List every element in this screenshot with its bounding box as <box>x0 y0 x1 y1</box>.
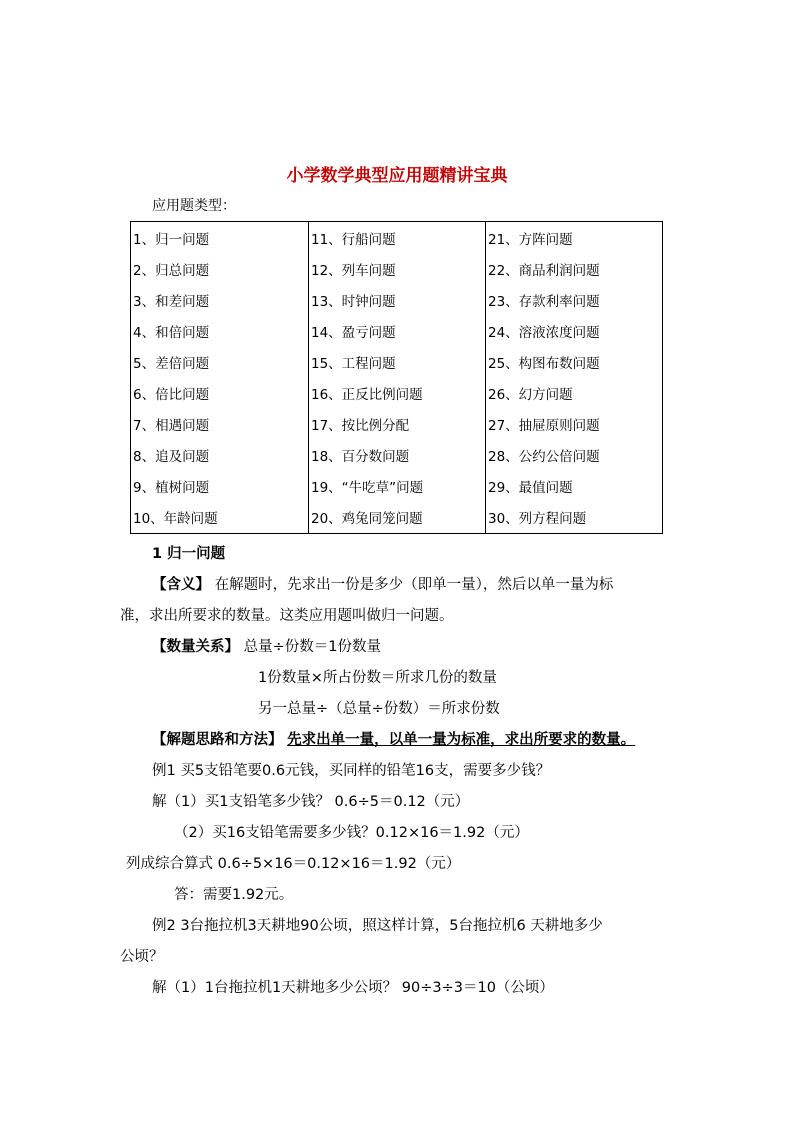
table-cell: 29、最值问题 <box>486 471 663 502</box>
meaning-paragraph <box>152 573 613 594</box>
table-row <box>131 284 663 315</box>
table-cell: 9、植树问题 <box>131 471 309 502</box>
table-row <box>131 315 663 346</box>
table-cell: 2、归总问题 <box>131 253 309 284</box>
table-cell: 28、公约公倍问题 <box>486 440 663 471</box>
table-cell: 17、按比例分配 <box>309 409 486 440</box>
table-cell: 10、年龄问题 <box>131 502 309 534</box>
example-2-continuation: 公顷？ <box>120 949 164 965</box>
table-cell: 7、相遇问题 <box>131 409 309 440</box>
table-cell: 30、列方程问题 <box>486 502 663 534</box>
table-cell: 20、鸡兔同笼问题 <box>309 502 486 534</box>
table-cell: 6、倍比问题 <box>131 377 309 408</box>
example-2-step-1: 解（1）1台拖拉机1天耕地多少公顷？ 90÷3÷3＝10（公顷） <box>152 980 554 996</box>
table-cell: 12、列车问题 <box>309 253 486 284</box>
table-cell: 14、盈亏问题 <box>309 315 486 346</box>
table-cell: 8、追及问题 <box>131 440 309 471</box>
table-cell: 24、溶液浓度问题 <box>486 315 663 346</box>
table-row <box>131 222 663 254</box>
types-label: 应用题类型： <box>152 198 236 214</box>
meaning-continuation: 准，求出所要求的数量。这类应用题叫做归一问题。 <box>120 608 454 624</box>
page-title: 小学数学典型应用题精讲宝典 <box>286 166 508 186</box>
method-tag: 【解题思路和方法】 <box>152 732 283 748</box>
table-cell: 16、正反比例问题 <box>309 377 486 408</box>
example-1-step-2: （2）买16支铅笔需要多少钱？0.12×16＝1.92（元） <box>174 825 529 841</box>
table-cell: 4、和倍问题 <box>131 315 309 346</box>
example-1-combined: 列成综合算式 0.6÷5×16＝0.12×16＝1.92（元） <box>126 856 461 872</box>
table-cell: 27、抽屉原则问题 <box>486 409 663 440</box>
relation-formula-2: 1份数量×所占份数＝所求几份的数量 <box>258 670 497 686</box>
table-cell: 13、时钟问题 <box>309 284 486 315</box>
table-cell: 23、存款利率问题 <box>486 284 663 315</box>
example-2: 例2 3台拖拉机3天耕地90公顷，照这样计算，5台拖拉机6 天耕地多少 <box>152 918 603 934</box>
table-row <box>131 502 663 534</box>
example-1: 例1 买5支铅笔要0.6元钱，买同样的铅笔16支，需要多少钱？ <box>152 763 551 779</box>
meaning-text: 在解题时，先求出一份是多少（即单一量），然后以单一量为标 <box>210 577 614 593</box>
relation-tag: 【数量关系】 <box>152 639 239 655</box>
example-1-answer: 答：需要1.92元。 <box>174 887 294 903</box>
example-1-step-1: 解（1）买1支铅笔多少钱？ 0.6÷5＝0.12（元） <box>152 794 470 810</box>
table-cell: 19、“牛吃草”问题 <box>309 471 486 502</box>
table-row <box>131 253 663 284</box>
table-cell: 3、和差问题 <box>131 284 309 315</box>
relation-formula-1: 总量÷份数＝1份数量 <box>239 639 381 655</box>
table-row <box>131 346 663 377</box>
table-row <box>131 440 663 471</box>
table-row <box>131 377 663 408</box>
table-cell: 1、归一问题 <box>131 222 309 254</box>
table-cell: 26、幻方问题 <box>486 377 663 408</box>
meaning-tag: 【含义】 <box>152 577 210 593</box>
table-row <box>131 471 663 502</box>
table-cell: 25、构图布数问题 <box>486 346 663 377</box>
section-heading: 1 归一问题 <box>152 546 226 562</box>
table-cell: 22、商品利润问题 <box>486 253 663 284</box>
table-cell: 11、行船问题 <box>309 222 486 254</box>
table-row <box>131 409 663 440</box>
table-cell: 5、差倍问题 <box>131 346 309 377</box>
table-cell: 18、百分数问题 <box>309 440 486 471</box>
table-cell: 21、方阵问题 <box>486 222 663 254</box>
method-text: 先求出单一量，以单一量为标准，求出所要求的数量。 <box>287 732 636 748</box>
relation-formula-3: 另一总量÷（总量÷份数）＝所求份数 <box>258 701 500 717</box>
relation-paragraph <box>152 635 381 656</box>
types-table <box>130 221 663 534</box>
method-paragraph <box>152 728 635 749</box>
table-cell: 15、工程问题 <box>309 346 486 377</box>
